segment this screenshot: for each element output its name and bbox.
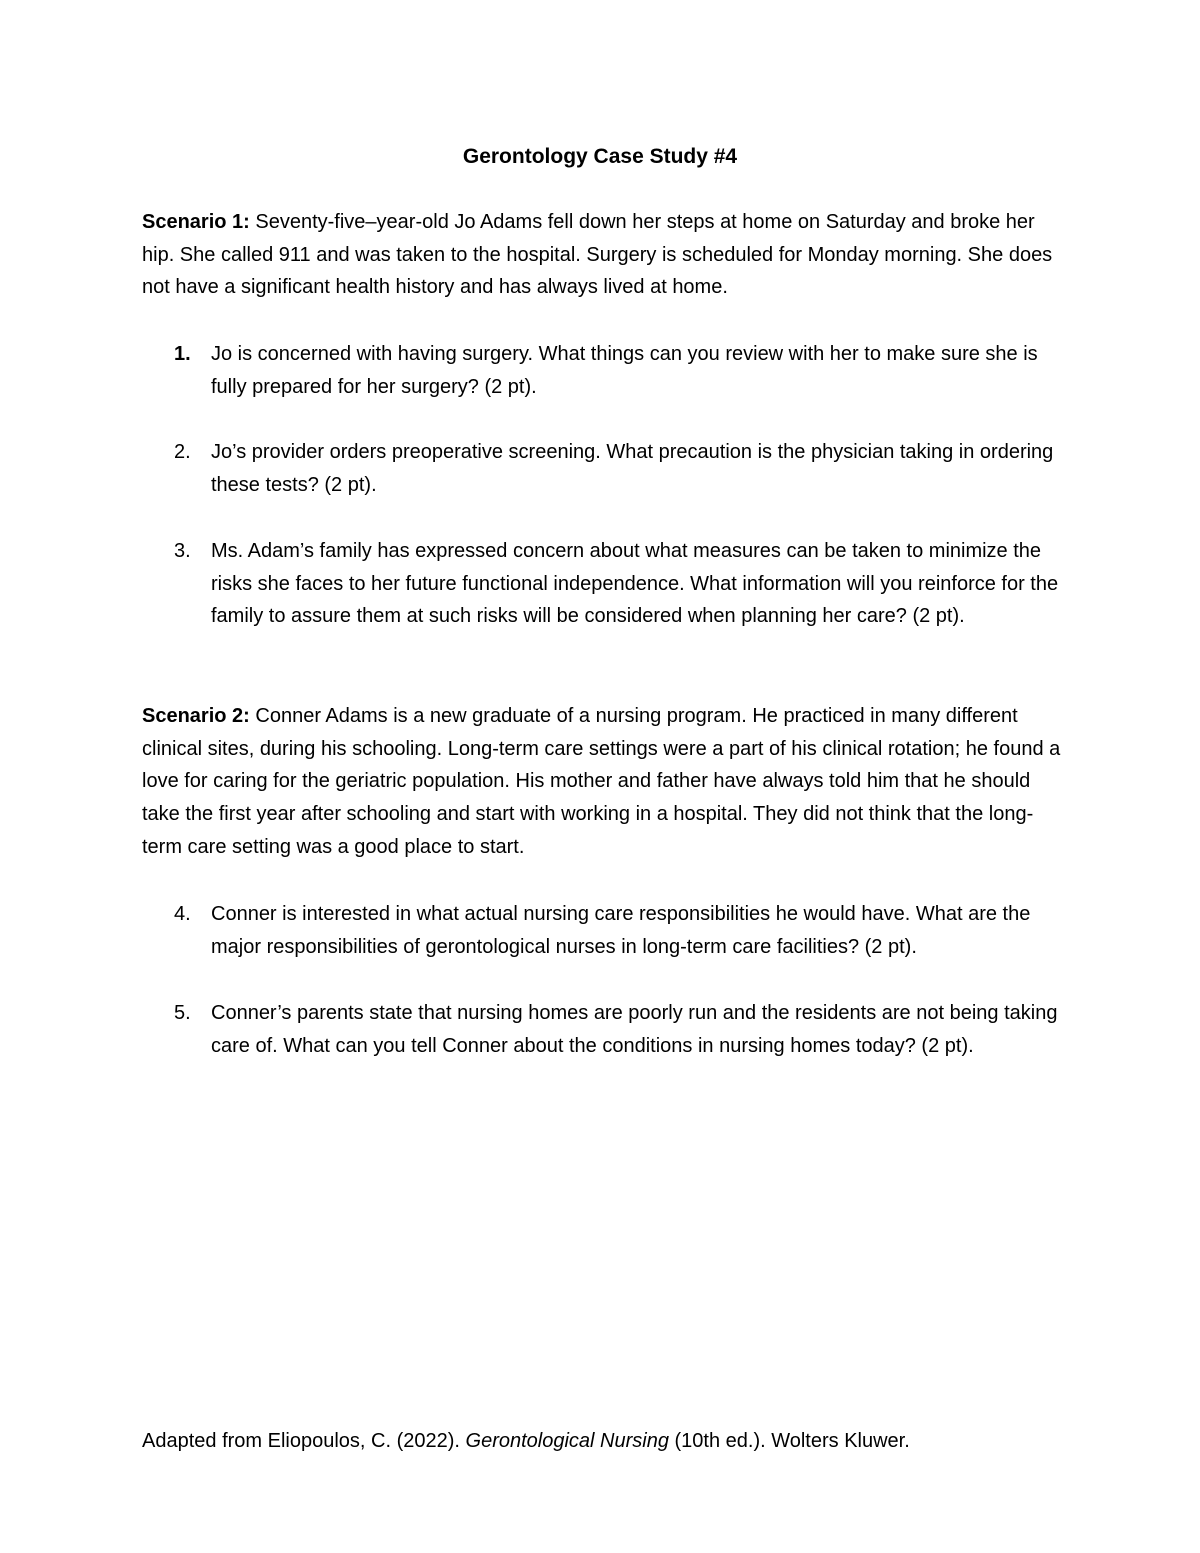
scenario-2-text: Conner Adams is a new graduate of a nursing program. He practiced in many different clinical sites, during his schooling. Long-term care settings were a part of his clinical rotation; he found a love for caring for the geriatric population. His mother and father have always told him that he should take the first year after schooling and start with working in a hospital. They did not think that the long-term care setting was a good place to start. — [142, 705, 1061, 858]
question-4-number: 4. — [174, 903, 191, 925]
question-1 — [174, 338, 1074, 403]
question-3-text: Ms. Adam’s family has expressed concern about what measures can be taken to minimize the risks she faces to her future functional independence. What information will you reinforce for the family to assure them at such risks will be considered when planning her care? (2 pt). — [211, 540, 1059, 628]
citation-suffix: (10th ed.). Wolters Kluwer. — [668, 1430, 910, 1452]
question-1-text: Jo is concerned with having surgery. What things can you review with her to make sure she is fully prepared for her surgery? (2 pt). — [211, 343, 1038, 398]
scenario-1-paragraph — [142, 206, 1072, 304]
citation-prefix: Adapted from Eliopoulos, C. (2022). — [142, 1430, 466, 1452]
question-2 — [174, 436, 1074, 501]
scenario-2-label: Scenario 2: — [142, 705, 250, 727]
question-2-text: Jo’s provider orders preoperative screening. What precaution is the physician taking in ordering these tests? (2 pt). — [211, 441, 1054, 496]
question-3 — [174, 535, 1074, 633]
question-5-number: 5. — [174, 1002, 191, 1024]
scenario-2-paragraph — [142, 700, 1072, 864]
document-title: Gerontology Case Study #4 — [462, 145, 738, 168]
citation-footer — [142, 1425, 1092, 1457]
scenario-1-label: Scenario 1: — [142, 211, 250, 233]
citation-book-title: Gerontological Nursing — [465, 1430, 669, 1452]
question-5-text: Conner’s parents state that nursing homes are poorly run and the residents are not being taking care of. What can you tell Conner about the conditions in nursing homes today? (2 pt). — [211, 1002, 1058, 1057]
question-1-number: 1. — [174, 343, 191, 365]
question-2-number: 2. — [174, 441, 191, 463]
question-3-number: 3. — [174, 540, 191, 562]
question-4 — [174, 898, 1074, 963]
scenario-1-text: Seventy-five–year-old Jo Adams fell down her steps at home on Saturday and broke her hip. She called 911 and was taken to the hospital. Surgery is scheduled for Monday morning. She does not have a significant health history and has always lived at home. — [142, 211, 1053, 299]
question-5 — [174, 997, 1074, 1062]
question-4-text: Conner is interested in what actual nursing care responsibilities he would have. What are the major responsibilities of gerontological nurses in long-term care facilities? (2 pt). — [211, 903, 1031, 958]
